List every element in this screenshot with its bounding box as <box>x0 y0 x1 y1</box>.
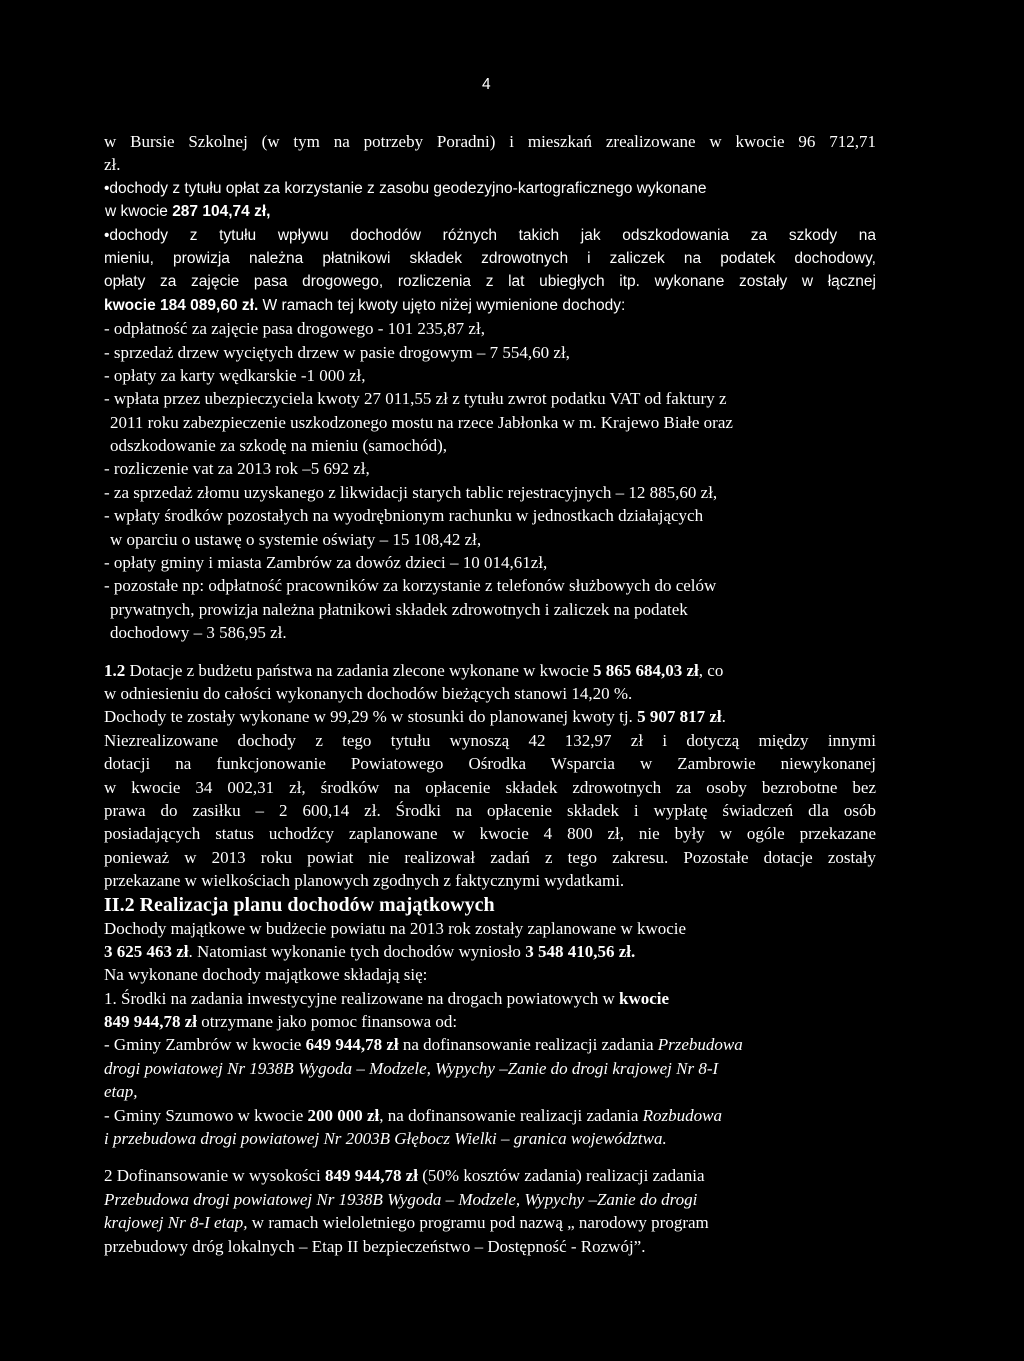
list-item: - rozliczenie vat za 2013 rok –5 692 zł, <box>104 459 370 479</box>
list-item: - Gminy Szumowo w kwocie 200 000 zł, na dofinansowanie realizacji zadania Rozbudowa <box>104 1105 723 1125</box>
text-line: i przebudowa drogi powiatowej Nr 2003B Głębocz Wielki – granica województwa. <box>104 1129 667 1149</box>
text-line: ponieważ w 2013 roku powiat nie realizował zadań z tego zakresu. Pozostałe dotacje zostały <box>104 847 876 867</box>
text-line: w odniesieniu do całości wykonanych dochodów bieżących stanowi 14,20 %. <box>104 683 633 703</box>
page-number: 4 <box>482 76 491 93</box>
text-line: w Bursie Szkolnej (w tym na potrzeby Poradni) i mieszkań zrealizowane w kwocie 96 712,71 <box>104 132 876 151</box>
text-line: krajowej Nr 8-I etap, w ramach wieloletniego programu pod nazwą „ narodowy program <box>104 1213 709 1233</box>
text-line: Niezrealizowane dochody z tego tytułu wynoszą 42 132,97 zł i dotyczą między innymi <box>104 730 876 750</box>
list-item: - opłaty za karty wędkarskie -1 000 zł, <box>104 365 366 385</box>
text-line: mieniu, prowizja należna płatnikowi składek zdrowotnych i zaliczek na podatek dochodowy, <box>104 249 876 267</box>
text-line: prywatnych, prowizja należna płatnikowi składek zdrowotnych i zaliczek na podatek <box>110 599 688 619</box>
text-line: zł. <box>104 155 121 175</box>
text-line: Dochody majątkowe w budżecie powiatu na 2013 rok zostały zaplanowane w kwocie <box>104 918 687 938</box>
text-line: prawa do zasiłku – 2 600,14 zł. Środki na opłacenie składek i wypłatę świadczeń dla osób <box>104 800 876 820</box>
text-line: kwocie 184 089,60 zł. W ramach tej kwoty ujęto niżej wymienione dochody: <box>104 296 626 314</box>
bullet-item: •dochody z tytułu wpływu dochodów różnych takich jak odszkodowania za szkody na <box>104 226 876 244</box>
text-line: dotacji na funkcjonowanie Powiatowego Ośrodka Wsparcia w Zambrowie niewykonanej <box>104 754 876 774</box>
text-line: przekazane w wielkościach planowych zgodnych z faktycznymi wydatkami. <box>104 871 625 891</box>
text-line: dochodowy – 3 586,95 zł. <box>110 623 287 643</box>
list-item: - opłaty gminy i miasta Zambrów za dowóz dzieci – 10 014,61zł, <box>104 553 548 573</box>
text-line: przebudowy dróg lokalnych – Etap II bezpieczeństwo – Dostępność - Rozwój”. <box>104 1236 646 1256</box>
list-item: - sprzedaż drzew wyciętych drzew w pasie drogowym – 7 554,60 zł, <box>104 342 570 362</box>
list-item: - za sprzedaż złomu uzyskanego z likwidacji starych tablic rejestracyjnych – 12 885,60 zł, <box>104 482 718 502</box>
text-line: 3 625 463 zł. Natomiast wykonanie tych dochodów wyniosło 3 548 410,56 zł. <box>104 941 636 961</box>
text-line: Na wykonane dochody majątkowe składają się: <box>104 965 428 985</box>
list-item: - odpłatność za zajęcie pasa drogowego - 101 235,87 zł, <box>104 319 485 339</box>
list-item: - wpłata przez ubezpieczyciela kwoty 27 011,55 zł z tytułu zwrot podatku VAT od faktury z <box>104 389 727 409</box>
text-line: Dochody te zostały wykonane w 99,29 % w stosunki do planowanej kwoty tj. 5 907 817 zł. <box>104 707 726 727</box>
section-heading-1-2: 1.2 Dotacje z budżetu państwa na zadania zlecone wykonane w kwocie 5 865 684,03 zł, co <box>104 660 724 680</box>
list-item: - wpłaty środków pozostałych na wyodrębnionym rachunku w jednostkach działających <box>104 506 704 526</box>
text-line: opłaty za zajęcie pasa drogowego, rozliczenia z lat ubiegłych itp. wykonane zostały w łącznej <box>104 273 876 291</box>
spacer <box>104 1150 876 1164</box>
list-item: - Gminy Zambrów w kwocie 649 944,78 zł na dofinansowanie realizacji zadania Przebudowa <box>104 1035 743 1055</box>
text-line: posiadających status uchodźcy zaplanowane w kwocie 4 800 zł, nie były w ogóle przekazane <box>104 824 876 844</box>
bullet-item: •dochody z tytułu opłat za korzystanie z zasobu geodezyjno-kartograficznego wykonane <box>104 179 707 197</box>
list-item: - pozostałe np: odpłatność pracowników za korzystanie z telefonów służbowych do celów <box>104 576 717 596</box>
text-line: odszkodowanie za szkodę na mieniu (samochód), <box>110 436 448 456</box>
text-line: 849 944,78 zł otrzymane jako pomoc finansowa od: <box>104 1012 458 1032</box>
spacer <box>104 645 876 659</box>
section-heading-II-2: II.2 Realizacja planu dochodów majątkowych <box>104 893 495 916</box>
text-line: etap, <box>104 1082 138 1102</box>
text-line: 2011 roku zabezpieczenie uszkodzonego mostu na rzece Jabłonka w m. Krajewo Białe oraz <box>110 412 733 432</box>
document-body <box>104 130 876 1258</box>
text-line: drogi powiatowej Nr 1938B Wygoda – Modzele, Wypychy –Zanie do drogi krajowej Nr 8-I <box>104 1058 719 1078</box>
text-line: Przebudowa drogi powiatowej Nr 1938B Wygoda – Modzele, Wypychy –Zanie do drogi <box>104 1189 698 1209</box>
text-line: w kwocie 34 002,31 zł, środków na opłacenie składek zdrowotnych za osoby bezrobotne bez <box>104 777 876 797</box>
text-line: w kwocie 287 104,74 zł, <box>105 203 271 221</box>
list-item: 1. Środki na zadania inwestycyjne realizowane na drogach powiatowych w kwocie <box>104 988 670 1008</box>
text-line: w oparciu o ustawę o systemie oświaty – 15 108,42 zł, <box>110 529 482 549</box>
list-item: 2 Dofinansowanie w wysokości 849 944,78 zł (50% kosztów zadania) realizacji zadania <box>104 1166 705 1186</box>
